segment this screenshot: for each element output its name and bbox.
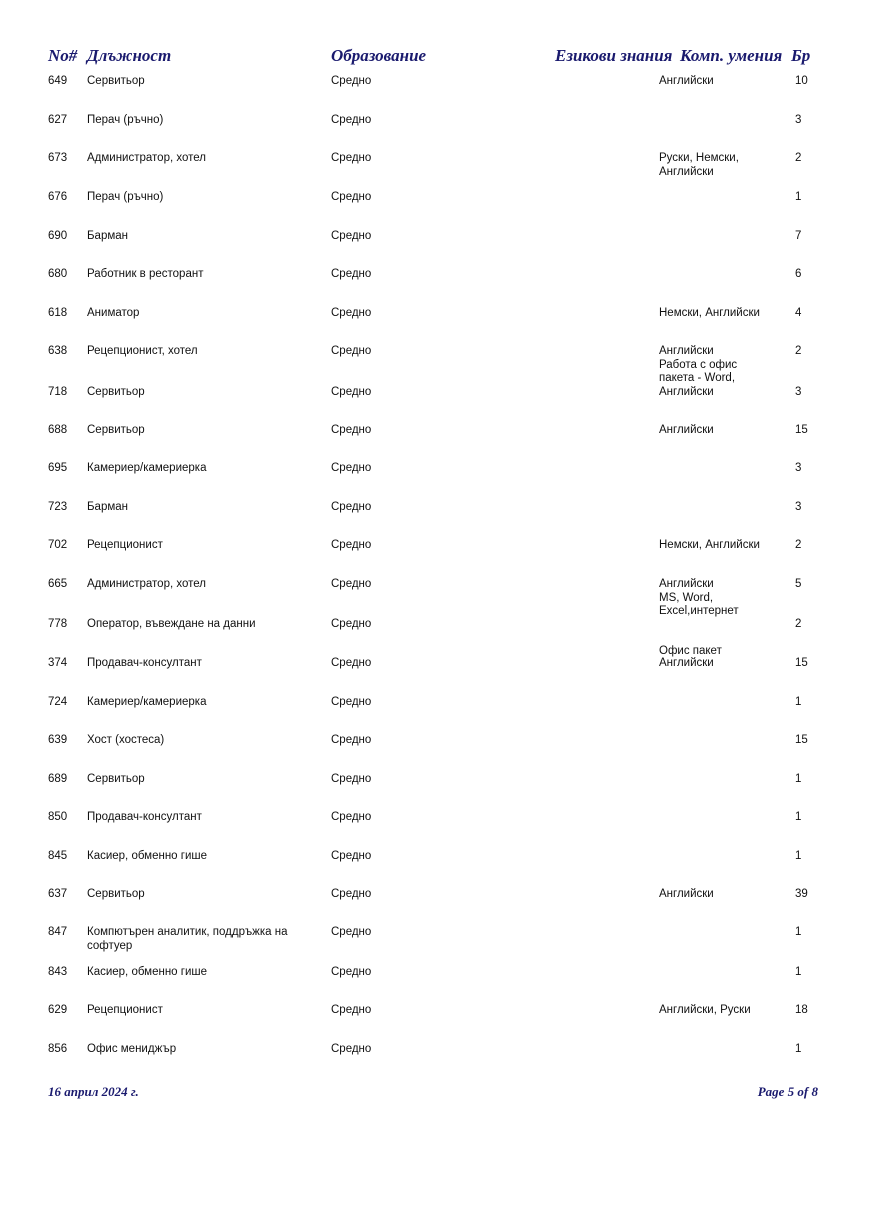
row-number: 847 [48, 926, 68, 938]
row-count: 1 [795, 850, 802, 862]
row-skills: Английски [659, 888, 714, 900]
row-number: 688 [48, 424, 68, 436]
row-number: 673 [48, 152, 68, 164]
row-position: Сервитьор [87, 773, 145, 785]
row-position: Сервитьор [87, 888, 145, 900]
row-skills: Английски [659, 424, 714, 436]
row-education: Средно [331, 152, 372, 164]
header-education: Образование [331, 46, 427, 65]
row-education: Средно [331, 75, 372, 87]
row-number: 629 [48, 1004, 68, 1016]
row-number: 778 [48, 618, 68, 630]
row-count: 10 [795, 75, 808, 87]
row-position: Оператор, въвеждане на данни [87, 618, 256, 630]
row-count: 18 [795, 1004, 808, 1016]
row-number: 724 [48, 696, 68, 708]
header-languages: Езикови знания [555, 46, 673, 65]
row-education: Средно [331, 1004, 372, 1016]
row-position: Барман [87, 501, 128, 513]
row-number: 695 [48, 462, 68, 474]
row-education: Средно [331, 578, 372, 590]
row-education: Средно [331, 966, 372, 978]
row-number: 649 [48, 75, 68, 87]
header-count: Бр [791, 46, 811, 65]
row-skills: Немски, Английски [659, 307, 760, 319]
footer-date: 16 април 2024 г. [48, 1084, 139, 1099]
row-education: Средно [331, 230, 372, 242]
row-count: 4 [795, 307, 802, 319]
row-count: 3 [795, 114, 802, 126]
row-education: Средно [331, 734, 372, 746]
row-position: Офис мениджър [87, 1043, 177, 1055]
row-count: 2 [795, 152, 802, 164]
row-count: 1 [795, 696, 802, 708]
header-no: No# [48, 46, 78, 65]
row-number: 718 [48, 386, 68, 398]
row-number: 639 [48, 734, 68, 746]
row-education: Средно [331, 618, 372, 630]
row-count: 1 [795, 191, 802, 203]
row-position: Сервитьор [87, 424, 145, 436]
row-education: Средно [331, 191, 372, 203]
row-position: Рецепционист [87, 539, 163, 551]
row-number: 856 [48, 1043, 68, 1055]
row-count: 2 [795, 539, 802, 551]
row-position: Администратор, хотел [87, 578, 206, 590]
row-position: Камериер/камериерка [87, 696, 207, 708]
row-skills: Английски MS, Word, Excel,интернет [659, 578, 739, 617]
row-number: 845 [48, 850, 68, 862]
row-number: 723 [48, 501, 68, 513]
row-count: 15 [795, 734, 808, 746]
row-count: 39 [795, 888, 808, 900]
row-skills: Английски [659, 657, 714, 669]
row-count: 1 [795, 1043, 802, 1055]
row-education: Средно [331, 850, 372, 862]
footer-page-number: Page 5 of 8 [757, 1084, 818, 1099]
row-skills: Немски, Английски [659, 539, 760, 551]
row-count: 15 [795, 657, 808, 669]
row-number: 676 [48, 191, 68, 203]
row-education: Средно [331, 268, 372, 280]
row-count: 1 [795, 926, 802, 938]
row-number: 638 [48, 345, 68, 357]
row-position: Администратор, хотел [87, 152, 206, 164]
row-position: Сервитьор [87, 386, 145, 398]
row-number: 374 [48, 657, 68, 669]
row-count: 3 [795, 386, 802, 398]
header-computer-skills: Комп. умения [680, 46, 783, 65]
row-education: Средно [331, 462, 372, 474]
row-number: 689 [48, 773, 68, 785]
row-position: Продавач-консултант [87, 811, 202, 823]
row-number: 690 [48, 230, 68, 242]
row-count: 2 [795, 618, 802, 630]
row-position: Касиер, обменно гише [87, 850, 208, 862]
row-education: Средно [331, 888, 372, 900]
row-number: 680 [48, 268, 68, 280]
row-education: Средно [331, 539, 372, 551]
row-position: Сервитьор [87, 75, 145, 87]
row-count: 1 [795, 773, 802, 785]
row-position: Аниматор [87, 307, 140, 319]
row-education: Средно [331, 1043, 372, 1055]
row-education: Средно [331, 307, 372, 319]
row-number: 618 [48, 307, 68, 319]
row-education: Средно [331, 386, 372, 398]
row-number: 637 [48, 888, 68, 900]
row-position: Компютърен аналитик, поддръжка на софтуер [87, 926, 288, 952]
row-skills: Офис пакет [659, 645, 722, 657]
row-education: Средно [331, 926, 372, 938]
row-count: 2 [795, 345, 802, 357]
row-skills: Руски, Немски, Английски [659, 152, 739, 178]
row-number: 850 [48, 811, 68, 823]
row-education: Средно [331, 657, 372, 669]
row-position: Касиер, обменно гише [87, 966, 208, 978]
row-position: Продавач-консултант [87, 657, 202, 669]
row-count: 7 [795, 230, 802, 242]
row-count: 1 [795, 811, 802, 823]
row-education: Средно [331, 773, 372, 785]
row-position: Барман [87, 230, 128, 242]
row-position: Рецепционист [87, 1004, 163, 1016]
header-position: Длъжност [87, 46, 172, 65]
row-number: 702 [48, 539, 68, 551]
row-education: Средно [331, 114, 372, 126]
row-count: 1 [795, 966, 802, 978]
row-skills: Английски, Руски [659, 1004, 751, 1016]
row-position: Перач (ръчно) [87, 114, 164, 126]
row-count: 5 [795, 578, 802, 590]
row-education: Средно [331, 424, 372, 436]
row-skills: Английски Работа с офис пакета - Word, [659, 345, 738, 384]
row-number: 665 [48, 578, 68, 590]
row-count: 15 [795, 424, 808, 436]
row-count: 3 [795, 462, 802, 474]
row-position: Работник в ресторант [87, 268, 204, 280]
row-education: Средно [331, 345, 372, 357]
row-skills: Английски [659, 75, 714, 87]
row-position: Перач (ръчно) [87, 191, 164, 203]
row-count: 3 [795, 501, 802, 513]
row-education: Средно [331, 696, 372, 708]
row-position: Хост (хостеса) [87, 734, 165, 746]
row-position: Камериер/камериерка [87, 462, 207, 474]
row-education: Средно [331, 811, 372, 823]
row-education: Средно [331, 501, 372, 513]
row-number: 627 [48, 114, 68, 126]
row-position: Рецепционист, хотел [87, 345, 198, 357]
row-number: 843 [48, 966, 68, 978]
row-count: 6 [795, 268, 802, 280]
row-skills: Английски [659, 386, 714, 398]
